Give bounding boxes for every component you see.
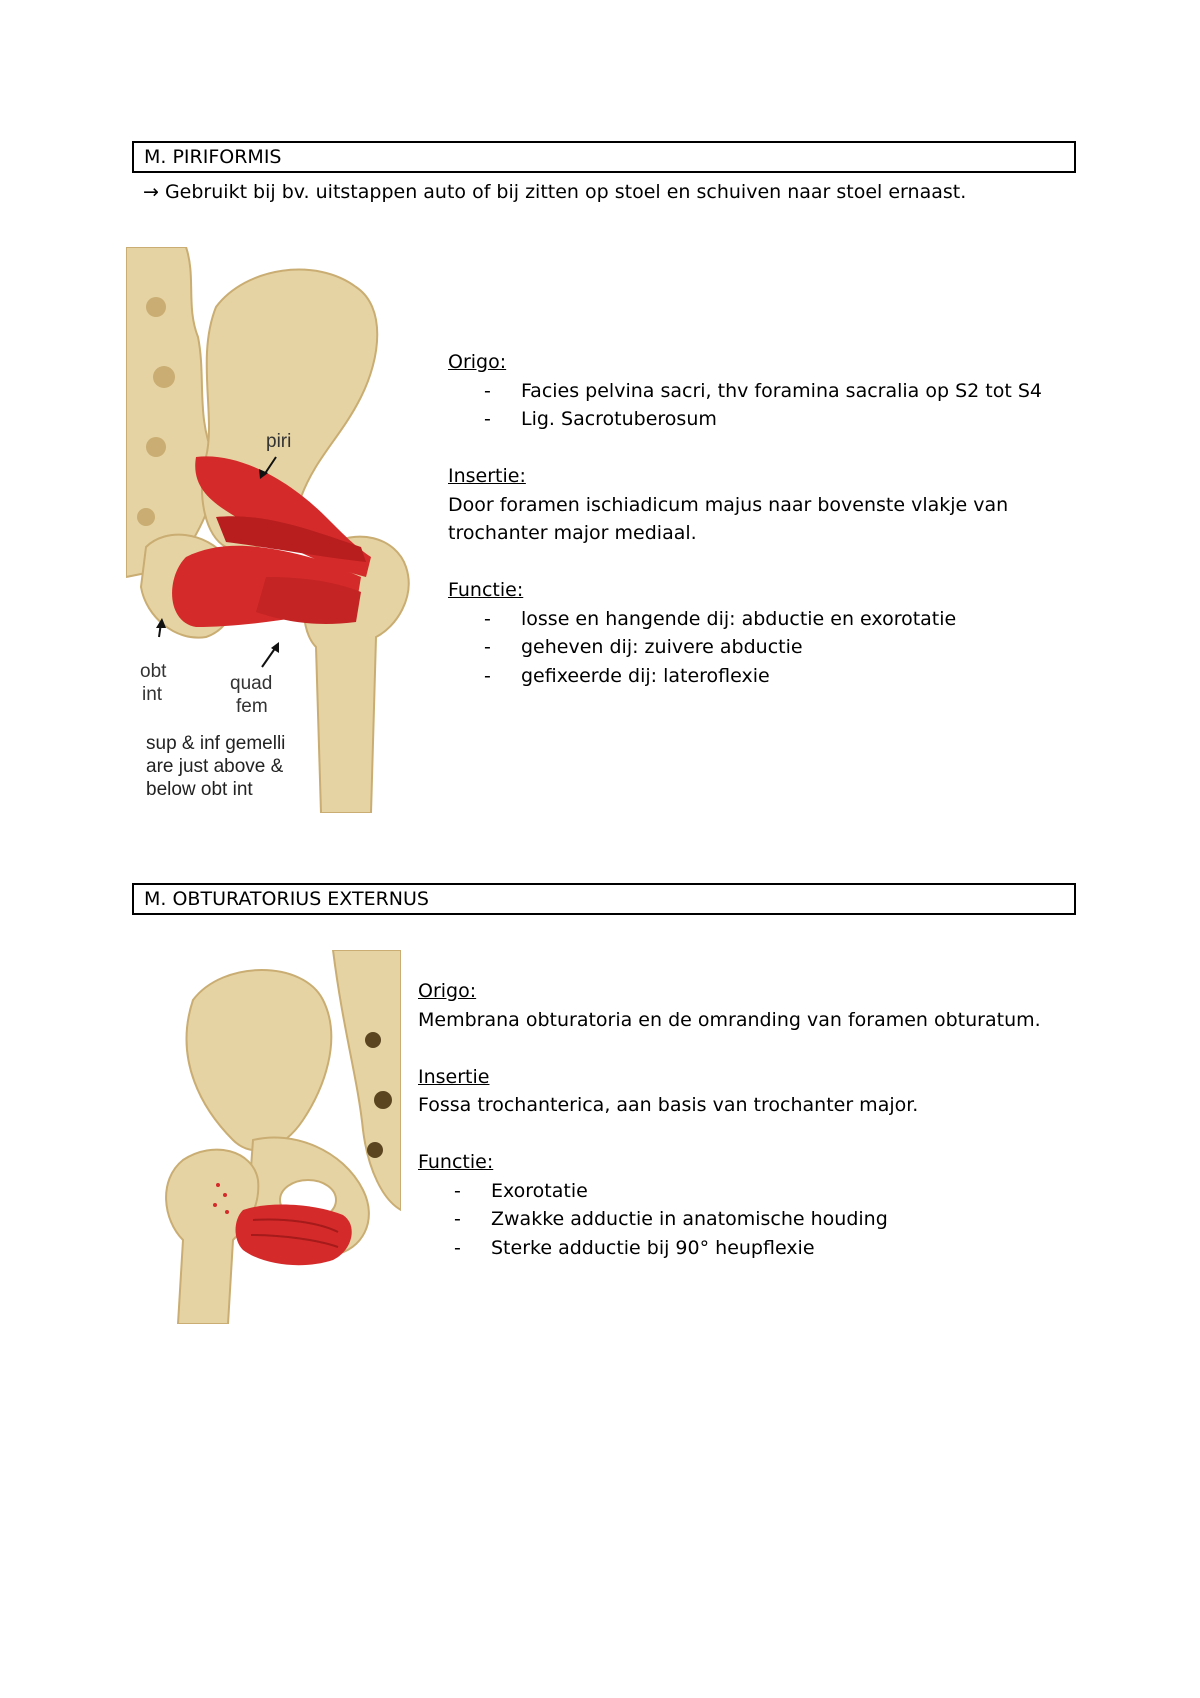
list-item: - Exorotatie (454, 1179, 588, 1202)
list-item: - Zwakke adductie in anatomische houding (454, 1208, 888, 1230)
obturatorius-details (418, 977, 1041, 1262)
insertie-heading: Insertie: (448, 465, 526, 487)
functie-heading: Functie: (448, 579, 524, 601)
label-piri: piri (266, 431, 292, 452)
origo-text: Membrana obturatoria en de omranding van foramen obturatum. (418, 1008, 1041, 1031)
list-item: - losse en hangende dij: abductie en exorotatie (484, 607, 957, 630)
caption-line-2: are just above & (146, 756, 284, 777)
caption-line-3: below obt int (146, 779, 253, 800)
caption-line-1: sup & inf gemelli (146, 733, 286, 754)
label-obt: obt (140, 661, 167, 682)
section-title-text: M. OBTURATORIUS EXTERNUS (144, 888, 429, 910)
list-item: - Facies pelvina sacri, thv foramina sacralia op S2 tot S4 (484, 379, 1042, 402)
insertie-line-2: trochanter major mediaal. (448, 522, 697, 544)
section-title-obturatorius (132, 883, 1076, 915)
pelvis-posterior-drawing (126, 247, 432, 813)
list-item: - gefixeerde dij: lateroflexie (484, 664, 770, 687)
pelvis-anterior-drawing (143, 950, 401, 1324)
section-title-piriformis (132, 141, 1076, 173)
list-item: - Lig. Sacrotuberosum (484, 408, 717, 430)
piriformis-illustration (126, 247, 432, 813)
insertie-heading: Insertie (418, 1065, 490, 1088)
list-item: - geheven dij: zuivere abductie (484, 636, 803, 658)
section-title-text: M. PIRIFORMIS (144, 146, 282, 168)
insertie-line-1: Door foramen ischiadicum majus naar bovenste vlakje van (448, 493, 1009, 516)
list-item: - Sterke adductie bij 90° heupflexie (454, 1236, 815, 1259)
origo-heading: Origo: (418, 980, 477, 1002)
insertie-text: Fossa trochanterica, aan basis van trochanter major. (418, 1094, 919, 1116)
label-fem: fem (236, 696, 268, 717)
piriformis-details (448, 348, 1042, 690)
label-int: int (142, 684, 163, 705)
origo-heading: Origo: (448, 351, 507, 373)
label-quad: quad (230, 673, 273, 694)
functie-heading: Functie: (418, 1151, 494, 1173)
obturatorius-illustration (143, 950, 401, 1324)
usage-note: → Gebruikt bij bv. uitstappen auto of bij zitten op stoel en schuiven naar stoel ernaast. (143, 181, 967, 203)
